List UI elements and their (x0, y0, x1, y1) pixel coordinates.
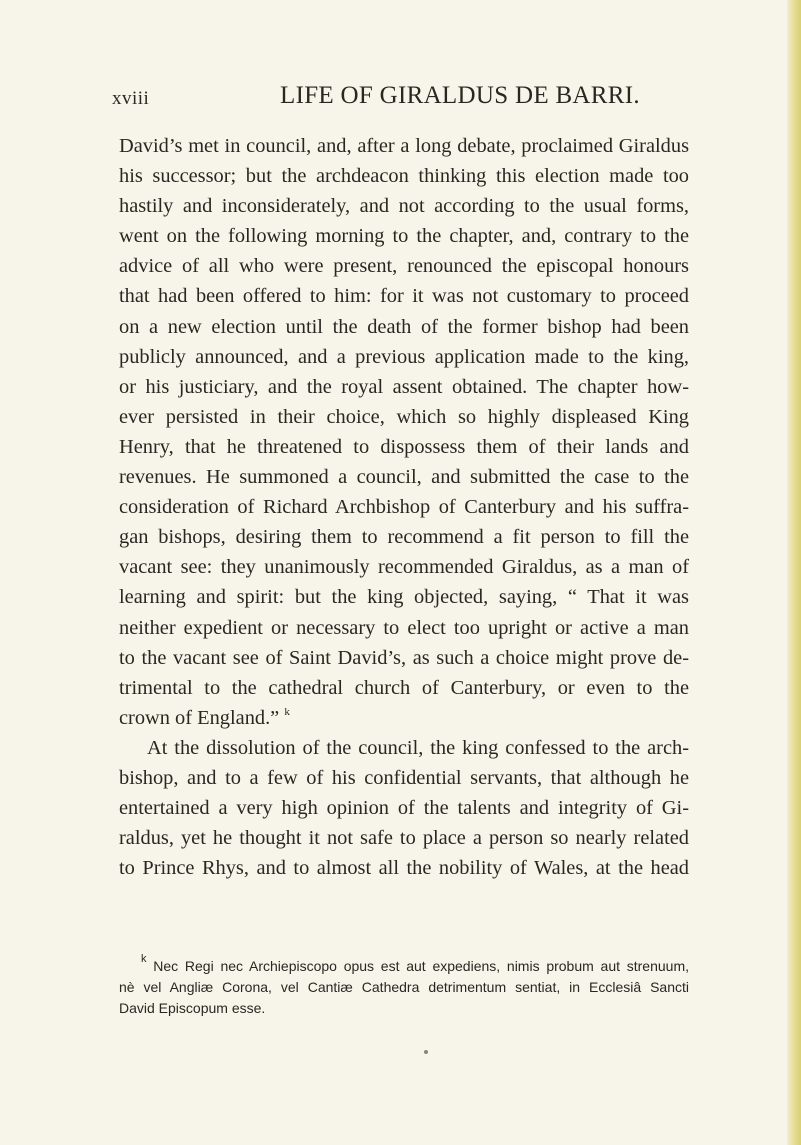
text-line: gan bishops, desiring them to recommend a fit person to fill the (119, 526, 689, 549)
text-line: trimental to the cathedral church of Canterbury, or even to the (119, 676, 689, 699)
footnote-line: David Episcopum esse. (119, 1000, 266, 1016)
text-line: At the dissolution of the council, the king confessed to the arch- (147, 736, 689, 759)
body-text (119, 131, 689, 883)
text-line: Henry, that he threatened to dispossess them of their lands and (119, 435, 689, 458)
footnote-marker: k (141, 953, 147, 965)
text-line: that had been offered to him: for it was not customary to proceed (119, 285, 689, 308)
footnote-line (119, 953, 690, 977)
text-line (119, 703, 689, 733)
text-line: entertained a very high opinion of the talents and integrity of Gi- (119, 797, 689, 820)
paper-speck (424, 1050, 428, 1054)
footnote (119, 953, 690, 1019)
text-line: vacant see: they unanimously recommended Giraldus, as a man of (119, 556, 689, 579)
text-line: to Prince Rhys, and to almost all the nobility of Wales, at the head (119, 857, 689, 880)
text-line: learning and spirit: but the king objected, saying, “ That it was (119, 586, 689, 609)
footnote-reference[interactable]: k (284, 705, 290, 718)
text-line: to the vacant see of Saint David’s, as such a choice might prove de- (119, 646, 689, 669)
text-line-content: crown of England.” (119, 706, 280, 729)
text-line: David’s met in council, and, after a long debate, proclaimed Giraldus (119, 135, 689, 157)
text-line: on a new election until the death of the former bishop had been (119, 315, 689, 338)
text-line: bishop, and to a few of his confidential servants, that although he (119, 766, 689, 789)
text-line: neither expedient or necessary to elect too upright or active a man (119, 616, 689, 639)
page-number: xviii (112, 88, 150, 109)
text-line: consideration of Richard Archbishop of Canterbury and his suffra- (119, 496, 689, 519)
footnote-line-content: Nec Regi nec Archiepiscopo opus est aut expediens, nimis probum aut strenuum, (153, 958, 690, 974)
text-line: ever persisted in their choice, which so highly displeased King (119, 405, 689, 428)
text-line: or his justiciary, and the royal assent obtained. The chapter how- (119, 375, 689, 398)
text-line: his successor; but the archdeacon thinking this election made too (119, 165, 689, 188)
text-line: publicly announced, and a previous application made to the king, (119, 345, 689, 368)
text-line: went on the following morning to the chapter, and, contrary to the (119, 225, 689, 248)
text-line: raldus, yet he thought it not safe to place a person so nearly related (119, 827, 689, 850)
footnote-line: nè vel Angliæ Corona, vel Cantiæ Cathedra detrimentum sentiat, in Ecclesiâ Sancti (119, 979, 689, 995)
running-title: LIFE OF GIRALDUS DE BARRI. (280, 82, 640, 109)
text-line: revenues. He summoned a council, and submitted the case to the (119, 466, 689, 489)
text-line: hastily and inconsiderately, and not according to the usual forms, (119, 195, 689, 218)
paragraph-1 (119, 131, 689, 733)
paragraph-2 (119, 733, 689, 883)
text-line: advice of all who were present, renounced the episcopal honours (119, 255, 689, 278)
page-edge (787, 0, 801, 1145)
running-header (112, 82, 692, 122)
